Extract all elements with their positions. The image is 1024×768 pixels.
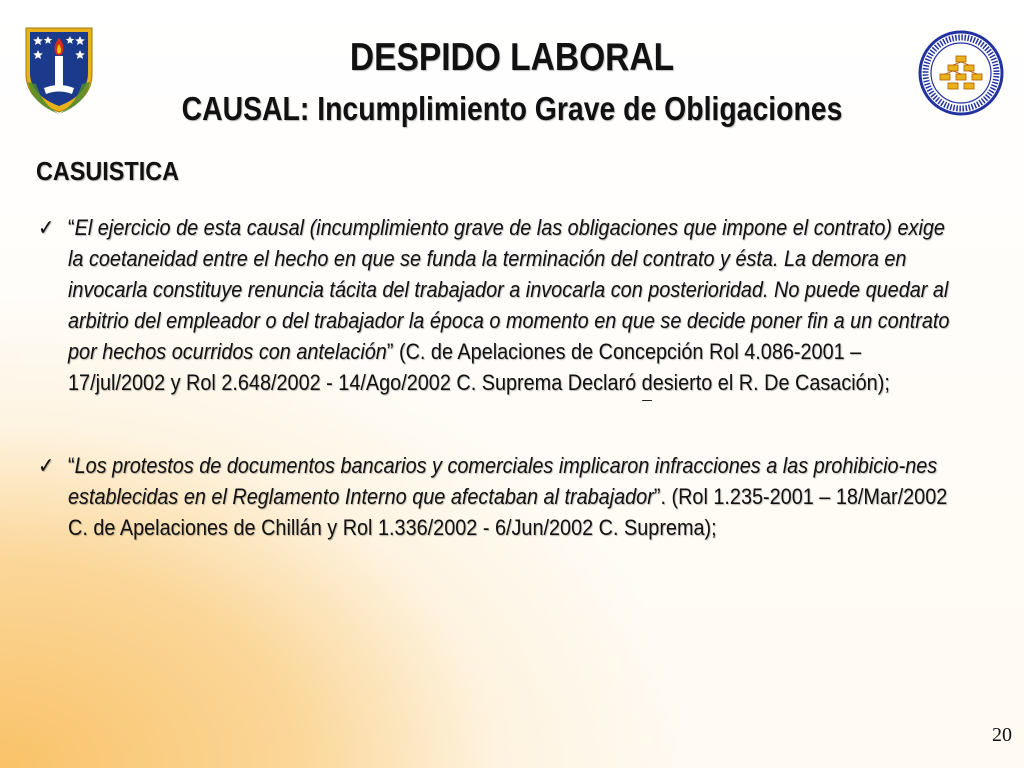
checkmark-icon: ✓	[38, 453, 55, 478]
section-heading: CASUISTICA	[36, 156, 180, 186]
close-quote: ”	[386, 339, 394, 364]
checkmark-icon: ✓	[38, 215, 55, 240]
citation-text-end: esierto el R. De Casación);	[652, 370, 890, 395]
list-item	[38, 450, 959, 543]
citation-text: . (Rol 1.235-2001 – 18/Mar/2002 C. de Apelaciones de Chillán y Rol 1.336/2002 - 6/Jun/2002 C. Suprema);	[68, 484, 948, 540]
quote-text: El ejercicio de esta causal (incumplimiento grave de las obligaciones que impone el contrato) exige la coetaneidad entre el hecho en que se funda la terminación del contrato y ésta. La demora en invocarla constituye renuncia tácita del trabajador a invocarla con posterioridad. No puede quedar al arbitrio del empleador o del trabajador la época o momento en que se decide poner fin a un contrato por hechos ocurridos con antelación	[68, 215, 950, 364]
page-subtitle: CAUSAL: Incumplimiento Grave de Obligaciones	[181, 90, 843, 127]
list-item	[38, 212, 959, 398]
citation-text: (C. de Apelaciones de Concepción Rol 4.086-2001 – 17/jul/2002 y Rol 2.648/2002 - 14/Ago/2002 C. Suprema Declaró	[68, 339, 862, 395]
close-quote: ”	[653, 484, 661, 509]
citation-text-underlined: d	[641, 370, 653, 395]
open-quote: “	[68, 215, 75, 240]
open-quote: “	[68, 453, 75, 478]
quote-text: Los protestos de documentos bancarios y comerciales implicaron infracciones a las prohibicio-nes establecidas en el Reglamento Interno que afectaban al trabajador	[68, 453, 938, 509]
page-title: DESPIDO LABORAL	[349, 36, 675, 79]
page-number: 20	[992, 724, 1012, 746]
